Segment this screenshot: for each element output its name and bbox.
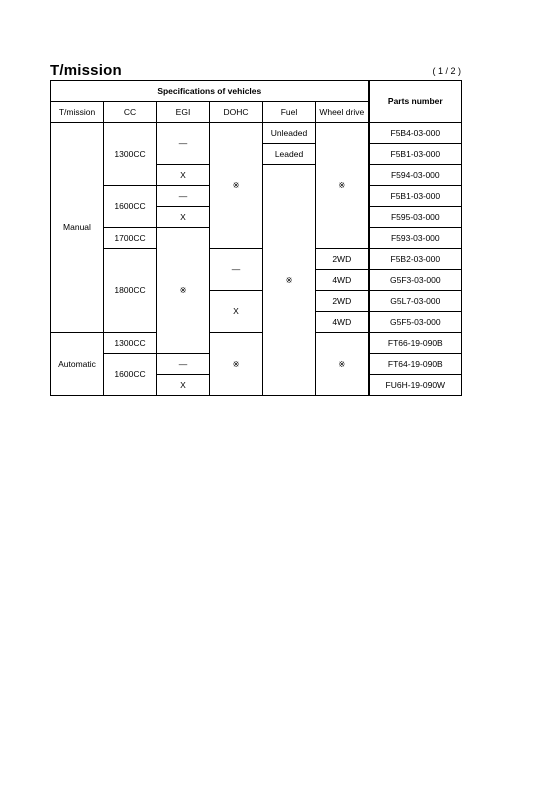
cc-1800-manual: 1800CC — [104, 249, 157, 333]
parts-number: G5F5-03-000 — [369, 312, 462, 333]
col-header-cc: CC — [104, 102, 157, 123]
dohc-x: X — [210, 291, 263, 333]
parts-number: FU6H-19-090W — [369, 375, 462, 396]
egi-x: X — [157, 375, 210, 396]
parts-number: FT66-19-090B — [369, 333, 462, 354]
fuel-leaded: Leaded — [263, 144, 316, 165]
parts-number-header: Parts number — [369, 81, 462, 123]
dohc-any: ※ — [210, 123, 263, 249]
parts-number: F594-03-000 — [369, 165, 462, 186]
parts-number: G5L7-03-000 — [369, 291, 462, 312]
wheel-drive-any: ※ — [316, 123, 369, 249]
parts-number: F5B1-03-000 — [369, 186, 462, 207]
col-header-egi: EGI — [157, 102, 210, 123]
cc-1300-automatic: 1300CC — [104, 333, 157, 354]
parts-number: FT64-19-090B — [369, 354, 462, 375]
parts-number: F5B4-03-000 — [369, 123, 462, 144]
dohc-any: ※ — [210, 333, 263, 396]
fuel-any: ※ — [263, 165, 316, 396]
cc-1700-manual: 1700CC — [104, 228, 157, 249]
parts-number: F5B2-03-000 — [369, 249, 462, 270]
cc-1600-automatic: 1600CC — [104, 354, 157, 396]
egi-dash: — — [157, 354, 210, 375]
wheel-drive-any: ※ — [316, 333, 369, 396]
egi-x: X — [157, 207, 210, 228]
page-indicator: ( 1 / 2 ) — [432, 66, 461, 76]
egi-dash: — — [157, 186, 210, 207]
wheel-drive-4wd: 4WD — [316, 270, 369, 291]
transmission-spec-table — [50, 80, 462, 396]
tmission-automatic: Automatic — [51, 333, 104, 396]
wheel-drive-4wd: 4WD — [316, 312, 369, 333]
parts-number: F595-03-000 — [369, 207, 462, 228]
col-header-dohc: DOHC — [210, 102, 263, 123]
col-header-fuel: Fuel — [263, 102, 316, 123]
parts-number: G5F3-03-000 — [369, 270, 462, 291]
page-title: T/mission — [50, 62, 122, 79]
egi-x: X — [157, 165, 210, 186]
tmission-manual: Manual — [51, 123, 104, 333]
wheel-drive-2wd: 2WD — [316, 249, 369, 270]
egi-dash: — — [157, 123, 210, 165]
fuel-unleaded: Unleaded — [263, 123, 316, 144]
egi-any: ※ — [157, 228, 210, 354]
cc-1600-manual: 1600CC — [104, 186, 157, 228]
col-header-tmission: T/mission — [51, 102, 104, 123]
col-header-wheel-drive: Wheel drive — [316, 102, 369, 123]
spec-header: Specifications of vehicles — [51, 81, 369, 102]
parts-number: F5B1-03-000 — [369, 144, 462, 165]
wheel-drive-2wd: 2WD — [316, 291, 369, 312]
cc-1300-manual: 1300CC — [104, 123, 157, 186]
dohc-dash: — — [210, 249, 263, 291]
parts-number: F593-03-000 — [369, 228, 462, 249]
